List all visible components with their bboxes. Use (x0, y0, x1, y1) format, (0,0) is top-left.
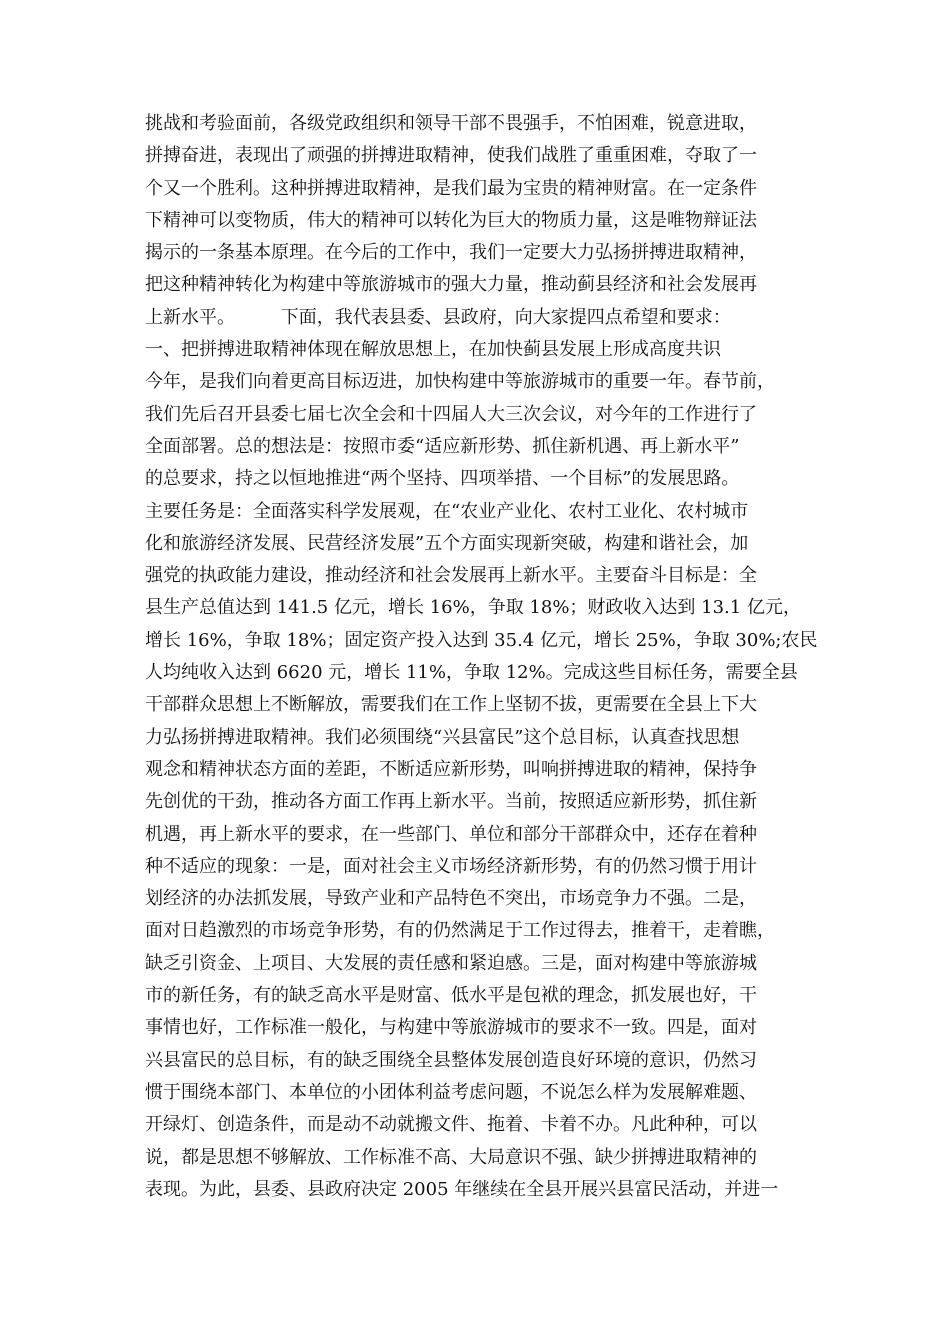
text-line: 事情也好，工作标准一般化，与构建中等旅游城市的要求不一致。四是，面对 (145, 1017, 757, 1039)
text-line: 我们先后召开县委七届七次全会和十四届人大三次会议，对今年的工作进行了 (145, 403, 757, 425)
text-line: 把这种精神转化为构建中等旅游城市的强大力量，推动蓟县经济和社会发展再 (145, 274, 757, 296)
text-line: 化和旅游经济发展、民营经济发展”五个方面实现新突破，构建和谐社会，加 (145, 532, 749, 554)
text-line: 个又一个胜利。这种拼搏进取精神，是我们最为宝贵的精神财富。在一定条件 (145, 177, 757, 199)
text-line: 下精神可以变物质，伟大的精神可以转化为巨大的物质力量，这是唯物辩证法 (145, 209, 757, 231)
text-line: 观念和精神状态方面的差距，不断适应新形势，叫响拼搏进取的精神，保持争 (145, 758, 757, 780)
text-line: 主要任务是：全面落实科学发展观，在“农业产业化、农村工业化、农村城市 (145, 500, 749, 522)
text-line: 开绿灯、创造条件，而是动不动就搬文件、拖着、卡着不办。凡此种种，可以 (145, 1114, 757, 1136)
text-line: 力弘扬拼搏进取精神。我们必须围绕“兴县富民”这个总目标，认真查找思想 (145, 726, 740, 748)
text-line: 强党的执政能力建设，推动经济和社会发展再上新水平。主要奋斗目标是：全 (145, 565, 757, 587)
section-heading: 一、把拼搏进取精神体现在解放思想上，在加快蓟县发展上形成高度共识 (145, 339, 721, 361)
text-line: 今年，是我们向着更高目标迈进，加快构建中等旅游城市的重要一年。春节前， (145, 371, 775, 393)
text-line: 兴县富民的总目标，有的缺乏围绕全县整体发展创造良好环境的意识，仍然习 (145, 1049, 757, 1071)
text-line: 表现。为此，县委、县政府决定 2005 年继续在全县开展兴县富民活动，并进一 (145, 1178, 779, 1200)
text-line: 增长 16%，争取 18%；固定资产投入达到 35.4 亿元，增长 25%，争取 30%;农民 (145, 629, 818, 651)
text-line: 市的新任务，有的缺乏高水平是财富、低水平是包袱的理念，抓发展也好，干 (145, 985, 757, 1007)
document-body-text (145, 108, 825, 1206)
text-line: 种不适应的现象：一是，面对社会主义市场经济新形势，有的仍然习惯于用计 (145, 855, 757, 877)
text-line: 揭示的一条基本原理。在今后的工作中，我们一定要大力弘扬拼搏进取精神， (145, 242, 757, 264)
text-line: 面对日趋激烈的市场竞争形势，有的仍然满足于工作过得去，推着干，走着瞧， (145, 920, 775, 942)
text-line: 全面部署。总的想法是：按照市委“适应新形势、抓住新机遇、再上新水平” (145, 435, 740, 457)
text-line: 挑战和考验面前，各级党政组织和领导干部不畏强手，不怕困难，锐意进取， (145, 113, 757, 134)
text-line: 先创优的干劲，推动各方面工作再上新水平。当前，按照适应新形势，抓住新 (145, 791, 757, 813)
text-line: 说，都是思想不够解放、工作标准不高、大局意识不强、缺少拼搏进取精神的 (145, 1146, 757, 1168)
text-line: 上新水平。 下面，我代表县委、县政府，向大家提四点希望和要求： (145, 306, 731, 328)
text-line: 的总要求，持之以恒地推进“两个坚持、四项举措、一个目标”的发展思路。 (145, 468, 740, 490)
text-line: 干部群众思想上不断解放，需要我们在工作上坚韧不拔，更需要在全县上下大 (145, 694, 757, 716)
text-line: 划经济的办法抓发展，导致产业和产品特色不突出，市场竞争力不强。二是， (145, 888, 757, 910)
text-line: 拼搏奋进，表现出了顽强的拼搏进取精神，使我们战胜了重重困难，夺取了一 (145, 145, 757, 167)
text-line: 惯于围绕本部门、本单位的小团体利益考虑问题，不说怎么样为发展解难题、 (145, 1081, 757, 1103)
text-line: 缺乏引资金、上项目、大发展的责任感和紧迫感。三是，面对构建中等旅游城 (145, 952, 757, 974)
text-line: 人均纯收入达到 6620 元，增长 11%，争取 12%。完成这些目标任务，需要全县 (145, 662, 798, 684)
text-line: 县生产总值达到 141.5 亿元，增长 16%，争取 18%；财政收入达到 13.1 亿元， (145, 597, 801, 619)
text-line: 机遇，再上新水平的要求，在一些部门、单位和部分干部群众中，还存在着种 (145, 823, 757, 845)
